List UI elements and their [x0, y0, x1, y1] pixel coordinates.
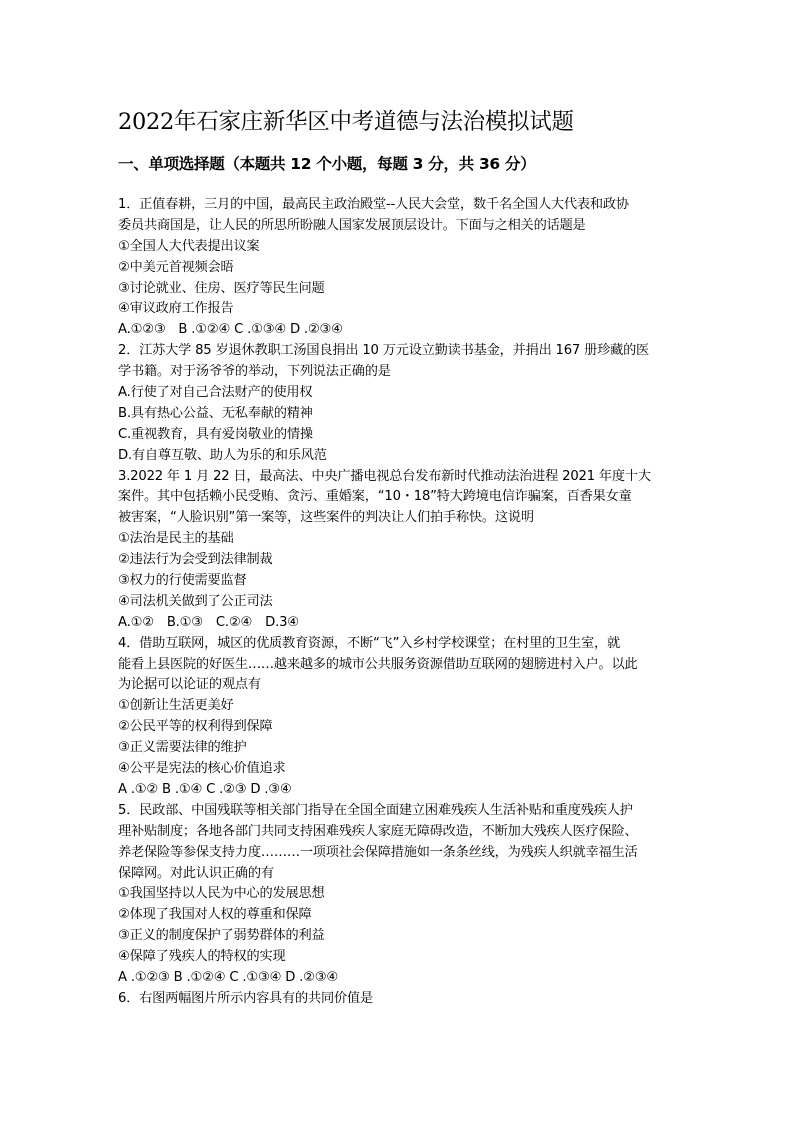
answer-choices: A .①②③ B .①②④ C .①③④ D .②③④: [118, 969, 339, 985]
statement-option: ①我国坚持以人民为中心的发展思想: [118, 886, 325, 902]
question-stem-line: 能看上县医院的好医生……越来越多的城市公共服务资源借助互联网的翅膀进村入户。以此: [118, 656, 638, 672]
statement-option: ②违法行为会受到法律制裁: [118, 552, 273, 568]
answer-option: C.重视教育，具有爱岗敬业的情操: [118, 426, 313, 442]
statement-option: ①全国人大代表提出议案: [118, 238, 260, 254]
statement-option: ①创新让生活更美好: [118, 698, 234, 714]
answer-option: D.有自尊互敬、助人为乐的和乐风范: [118, 447, 327, 463]
question-stem-line: 案件。其中包括赖小民受贿、贪污、重婚案，“10・18”特大跨境电信诈骗案，百香果女童: [118, 489, 632, 505]
statement-option: ②体现了我国对人权的尊重和保障: [118, 907, 312, 923]
statement-option: ①法治是民主的基础: [118, 531, 234, 547]
question-stem-line: 4．借助互联网，城区的优质教育资源，不断“飞”入乡村学校课堂；在村里的卫生室，就: [118, 635, 620, 651]
question-4: [118, 634, 688, 801]
statement-option: ④公平是宪法的核心价值追求: [118, 761, 286, 777]
question-stem-line: 保障网。对此认识正确的有: [118, 865, 274, 881]
statement-option: ③权力的行使需要监督: [118, 573, 247, 589]
question-stem-line: 委员共商国是，让人民的所思所盼融人国家发展顶层设计。下面与之相关的话题是: [118, 217, 586, 233]
statement-option: ③讨论就业、住房、医疗等民生问题: [118, 280, 325, 296]
question-5: [118, 801, 688, 989]
statement-option: ③正义需要法律的维护: [118, 740, 247, 756]
answer-option: A.行使了对自己合法财产的使用权: [118, 385, 313, 401]
questions-list: [118, 195, 688, 1010]
question-2: [118, 341, 688, 466]
question-stem-line: 为论据可以论证的观点有: [118, 677, 261, 693]
answer-option: B.具有热心公益、无私奉献的精神: [118, 405, 313, 421]
question-1: [118, 195, 688, 341]
statement-option: ④审议政府工作报告: [118, 301, 234, 317]
statement-option: ④保障了残疾人的特权的实现: [118, 949, 286, 965]
question-stem-line: 养老保险等参保支持力度………一项项社会保障措施如一条条丝线，为残疾人织就幸福生活: [118, 844, 638, 860]
statement-option: ②公民平等的权利得到保障: [118, 719, 273, 735]
answer-choices: A .①② B .①④ C .②③ D .③④: [118, 781, 292, 797]
statement-option: ②中美元首视频会晤: [118, 259, 234, 275]
question-stem-line: 理补贴制度；各地各部门共同支持困难残疾人家庭无障碍改造，不断加大残疾人医疗保险、: [118, 823, 638, 839]
page-title: 2022年石家庄新华区中考道德与法治模拟试题: [118, 109, 574, 135]
question-stem-line: 1．正值春耕，三月的中国，最高民主政治殿堂--人民大会堂，数千名全国人大代表和政协: [118, 197, 629, 212]
question-stem-line: 2．江苏大学 85 岁退休教职工汤国良捐出 10 万元设立勤读书基金，并捐出 167 册珍藏的医: [118, 343, 650, 359]
answer-choices: A.①② B.①③ C.②④ D.3④: [118, 614, 299, 630]
question-6: [118, 989, 688, 1010]
question-stem-line: 5．民政部、中国残联等相关部门指导在全国全面建立困难残疾人生活补贴和重度残疾人护: [118, 802, 633, 818]
statement-option: ④司法机关做到了公正司法: [118, 593, 273, 609]
question-stem-line: 学书籍。对于汤爷爷的举动，下列说法正确的是: [118, 364, 391, 380]
question-stem-line: 6．右图两幅图片所示内容具有的共同价值是: [118, 990, 373, 1006]
answer-choices: A.①②③ B .①②④ C .①③④ D .②③④: [118, 322, 343, 338]
question-stem-line: 被害案，“人脸识别”第一案等，这些案件的判决让人们拍手称快。这说明: [118, 510, 534, 526]
section-heading: 一、单项选择题（本题共 12 个小题，每题 3 分，共 36 分）: [118, 155, 536, 173]
question-3: [118, 467, 688, 634]
statement-option: ③正义的制度保护了弱势群体的利益: [118, 928, 325, 944]
question-stem-line: 3.2022 年 1 月 22 日，最高法、中央广播电视总台发布新时代推动法治进程 2021 年度十大: [118, 468, 651, 484]
